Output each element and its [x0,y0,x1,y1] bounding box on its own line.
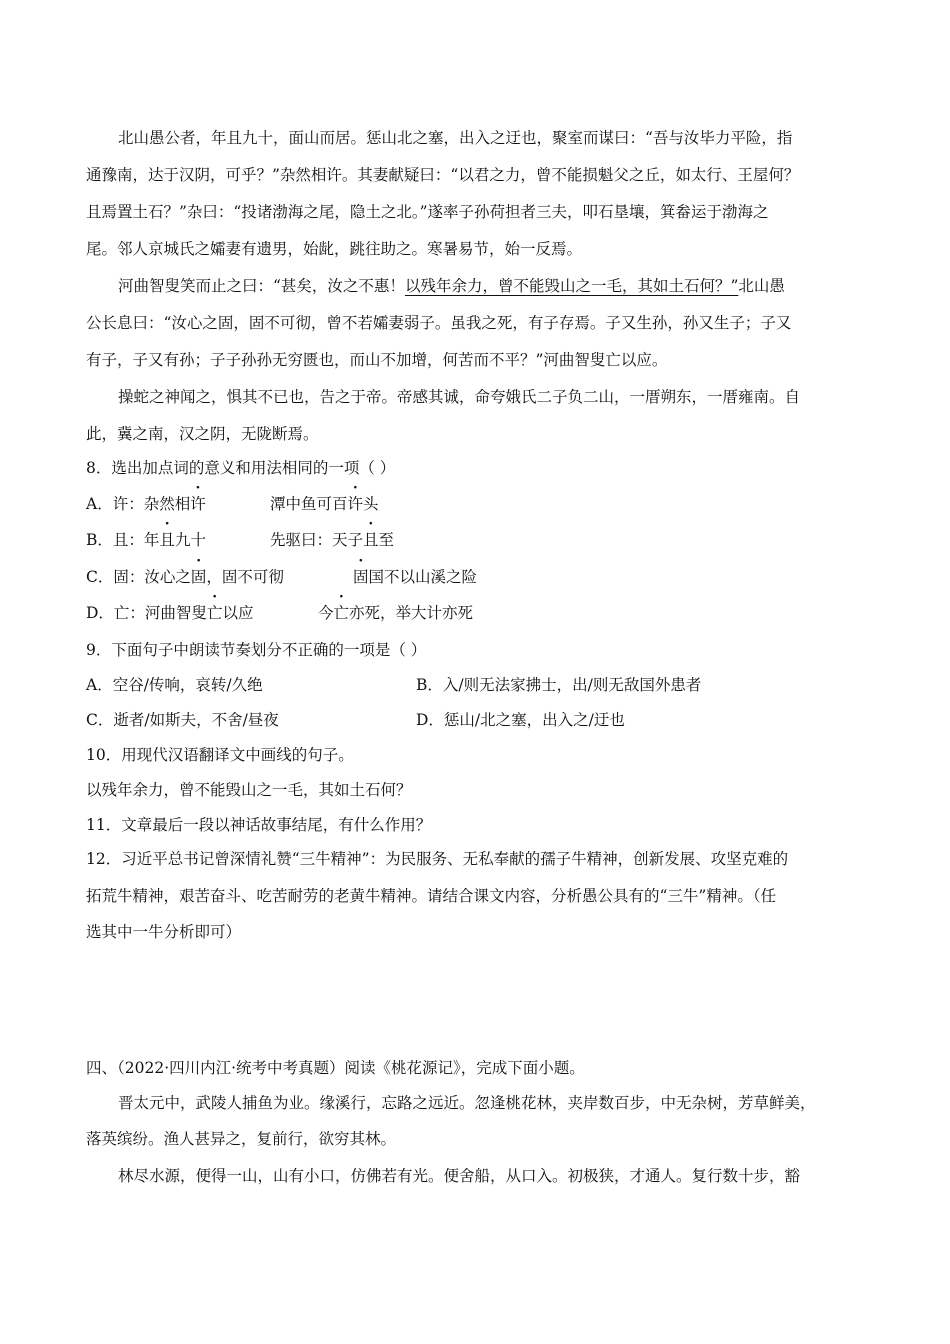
dotted-word: 亡 [206,604,223,622]
passage-line: 通豫南，达于汉阴，可乎？”杂然相许。其妻献疑曰：“以君之力，曾不能损魁父之丘，如太行、王屋何？ [86,166,800,184]
passage-text: 河曲智叟笑而止之曰：“甚矣，汝之不惠！ [118,277,405,295]
section-4-heading: 四、（2022·四川内江·统考中考真题）阅读《桃花源记》，完成下面小题。 [86,1059,585,1077]
key-word: 且 [112,531,129,549]
option-text: 亦死，举大计亦死 [349,604,474,622]
key-word: 许 [112,495,129,513]
dotted-word: 固 [353,568,369,586]
option-label: A． [86,495,113,513]
dotted-word: 固 [190,568,207,586]
option-label: B． [86,531,113,549]
question-8-stem: 8．选出加点词的意义和用法相同的一项（ ） [86,459,396,477]
passage-line: 林尽水源，便得一山，山有小口，仿佛若有光。便舍船，从口入。初极狭，才通人。复行数十步，豁 [118,1167,801,1185]
option-text: D．亡：河曲智叟 [86,604,207,622]
option-8a-right [270,494,379,514]
option-8b [86,530,206,550]
option-8c-right [353,567,477,587]
question-10-stem: 10．用现代汉语翻译文中画线的句子。 [86,746,354,764]
option-text: 九十 [174,531,206,549]
passage-text: 北山愚 [738,277,785,295]
option-text: 至 [378,531,395,549]
option-text: 头 [363,495,379,513]
passage-line: 此，冀之南，汉之阴，无陇断焉。 [86,425,319,443]
passage-line: 且焉置土石？”杂曰：“投诸渤海之尾，隐土之北。”遂率子孙荷担者三夫，叩石垦壤，箕畚运于渤海之 [86,203,769,221]
dotted-word: 亡 [333,604,350,622]
passage-line: 公长息曰：“汝心之固，固不可彻，曾不若孀妻弱子。虽我之死，有子存焉。子又生孙，孙又生子；子又 [86,314,792,332]
dotted-word: 且 [159,531,175,549]
question-10-sentence: 以残年余力，曾不能毁山之一毛，其如土石何？ [86,781,412,799]
option-9a: A．空谷/传响，哀转/久绝 [86,676,263,694]
question-12-line: 选其中一牛分析即可） [86,923,242,941]
passage-line: 尾。邻人京城氏之孀妻有遗男，始龀，跳往助之。寒暑易节，始一反焉。 [86,240,583,258]
option-8c [86,567,284,587]
question-11-stem: 11．文章最后一段以神话故事结尾，有什么作用？ [86,816,432,834]
option-9d: D．惩山/北之塞，出入之/迂也 [416,711,625,729]
question-12-line: 拓荒牛精神，艰苦奋斗、吃苦耐劳的老黄牛精神。请结合课文内容，分析愚公具有的“三牛”精神。（任 [86,887,777,905]
underlined-sentence: 以残年余力，曾不能毁山之一毛，其如土石何？” [404,277,739,295]
option-8a [86,494,206,514]
option-text: 以应 [222,604,254,622]
passage-line: 落英缤纷。渔人甚异之，复前行，欲穷其林。 [86,1130,397,1148]
question-9-stem: 9．下面句子中朗读节奏划分不正确的一项是（ ） [86,641,427,659]
option-9c: C．逝者/如斯夫，不舍/昼夜 [86,711,279,729]
option-text: ，固不可彻 [206,568,284,586]
dotted-word: 许 [190,495,206,513]
option-text: 先驱曰：天子 [270,531,364,549]
passage-line: 操蛇之神闻之，惧其不已也，告之于帝。帝感其诚，命夸娥氏二子负二山，一厝朔东，一厝雍南。自 [118,388,801,406]
option-8b-right [270,530,394,550]
passage-line: 有子，子又有孙；子子孙孙无穷匮也，而山不加增，何苦而不平？”河曲智叟亡以应。 [86,351,668,369]
option-8d-right [318,603,473,623]
dotted-word: 且 [363,531,379,549]
passage-line: 晋太元中，武陵人捕鱼为业。缘溪行，忘路之远近。忽逢桃花林，夹岸数百步，中无杂树，芳草鲜美， [118,1094,816,1112]
passage-line [118,276,785,296]
option-text: C．固：汝心之 [86,568,191,586]
option-text: 今 [318,604,334,622]
option-text: ：年 [128,531,160,549]
passage-line: 北山愚公者，年且九十，面山而居。惩山北之塞，出入之迂也，聚室而谋曰：“吾与汝毕力平险，指 [118,129,793,147]
question-12-line: 12．习近平总书记曾深情礼赞“三牛精神”：为民服务、无私奉献的孺子牛精神，创新发展、攻坚克难的 [86,850,789,868]
dotted-word: 许 [347,495,364,513]
option-text: ：杂然相 [128,495,191,513]
option-8d [86,603,253,623]
option-text: 潭中鱼可百 [270,495,348,513]
option-text: 国不以山溪之险 [368,568,478,586]
option-9b: B．入/则无法家拂士，出/则无敌国外患者 [416,676,702,694]
